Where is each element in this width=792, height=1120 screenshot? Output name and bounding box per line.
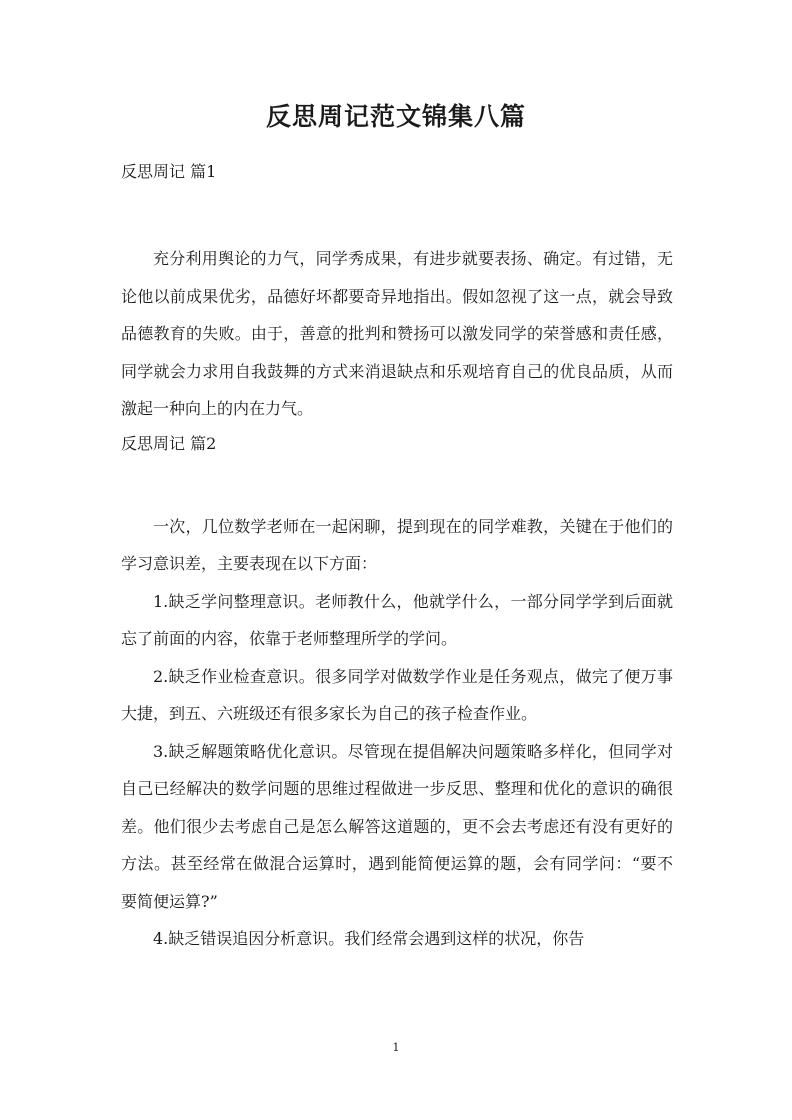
section-heading-1: 反思周记 篇1 xyxy=(121,162,217,181)
section-gap xyxy=(121,188,673,240)
document-body xyxy=(121,156,673,958)
section-heading-2: 反思周记 篇2 xyxy=(121,433,217,453)
paragraph-1-1: 充分利用舆论的力气，同学秀成果，有进步就要表扬、确定。有过错，无论他以前成果优劣，品德好坏都要奇异地指出。假如忽视了这一点，就会导致品德教育的失败。由于，善意的批判和赞扬可以激发同学的荣誉感和责任感，同学就会力求用自我鼓舞的方式来消退缺点和乐观培育自己的优良品质，从而激起一种向上的内在力气。 xyxy=(121,249,673,418)
paragraph-2-3: 2.缺乏作业检查意识。很多同学对做数学作业是任务观点，做完了便万事大捷，到五、六班级还有很多家长为自己的孩子检查作业。 xyxy=(121,666,673,723)
document-title: 反思周记范文锦集八篇 xyxy=(265,102,526,131)
page-number: 1 xyxy=(392,1041,400,1054)
paragraph-2-1: 一次，几位数学老师在一起闲聊，提到现在的同学难教，关键在于他们的学习意识差，主要表现在以下方面： xyxy=(121,516,673,573)
paragraph-2-4: 3.缺乏解题策略优化意识。尽管现在提倡解决问题策略多样化，但同学对自己已经解决的数学问题的思维过程做进一步反思、整理和优化的意识的确很差。他们很少去考虑自己是怎么解答这道题的，更不会去考虑还有没有更好的方法。甚至经常在做混合运算时，遇到能简便运算的题，会有同学问：“要不要简便运算?” xyxy=(121,741,673,911)
section-gap xyxy=(121,460,673,508)
paragraph-2-2: 1.缺乏学问整理意识。老师教什么，他就学什么，一部分同学学到后面就忘了前面的内容，依靠于老师整理所学的学问。 xyxy=(121,591,673,648)
paragraph-2-5: 4.缺乏错误追因分析意识。我们经常会遇到这样的状况，你告 xyxy=(153,929,585,948)
